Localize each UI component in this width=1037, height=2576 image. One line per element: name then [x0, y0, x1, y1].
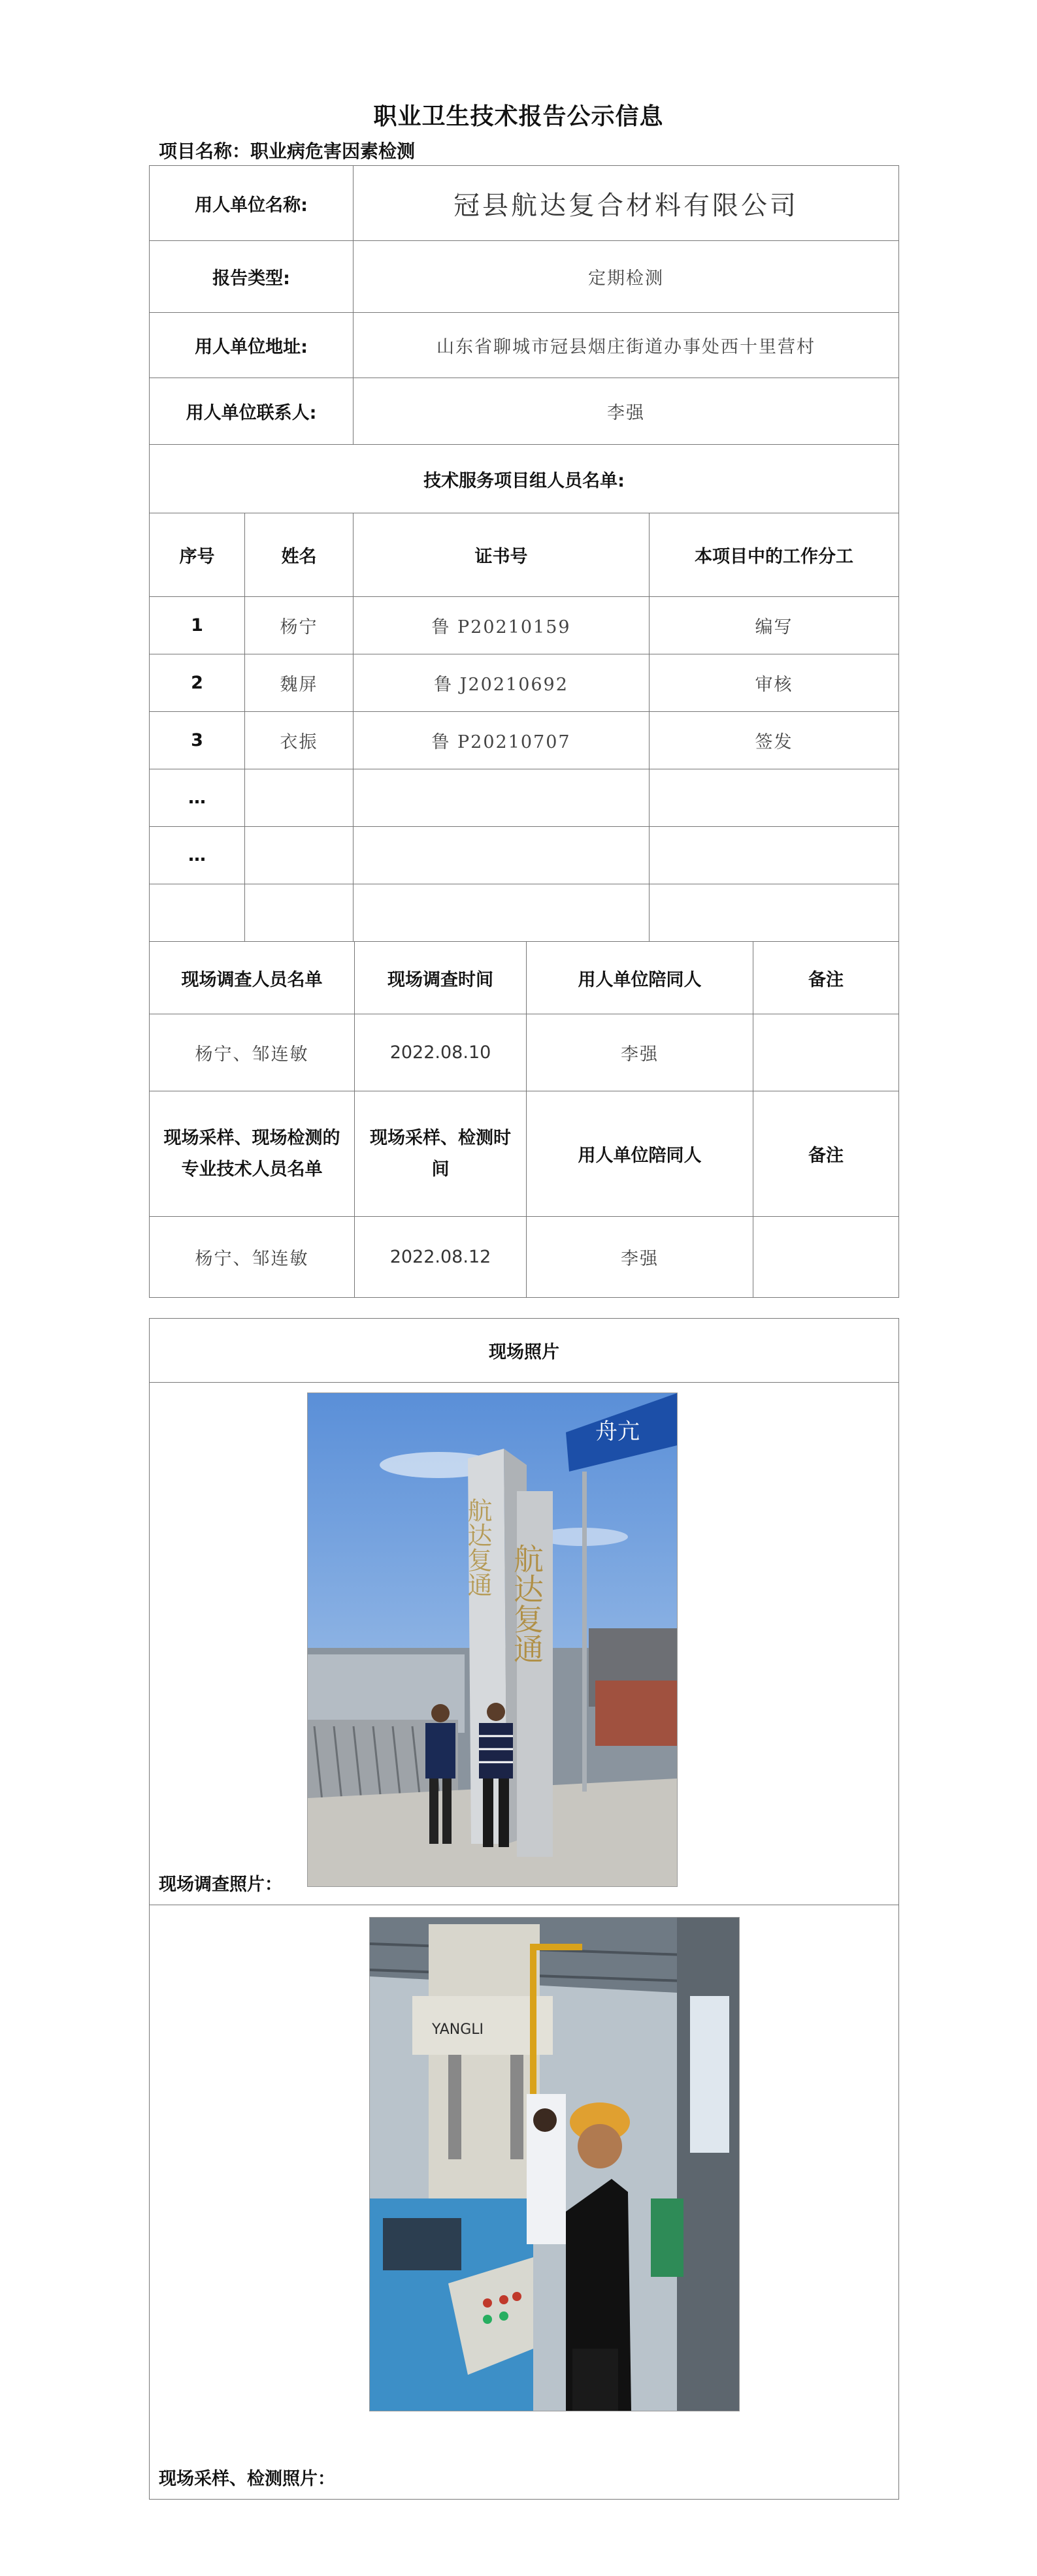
row-role: [650, 769, 899, 827]
survey-table: [149, 941, 899, 1298]
gate-sign-right: 航达复通: [509, 1543, 544, 1664]
report-type-label: 报告类型:: [150, 241, 354, 313]
row-no: …: [150, 827, 245, 884]
photos-heading: 现场照片: [150, 1319, 899, 1383]
row-name: [245, 827, 354, 884]
sampling-photo-label: 现场采样、检测照片：: [159, 2469, 335, 2489]
survey-photo-label: 现场调查照片：: [159, 1875, 282, 1895]
row-no: 2: [150, 654, 245, 712]
row-cert: 鲁 P20210159: [354, 597, 650, 654]
photos-table: [149, 1318, 899, 2500]
row-no: [150, 884, 245, 942]
survey-note: [753, 1014, 899, 1091]
unit-name-label: 用人单位名称:: [150, 166, 354, 241]
table-row: [150, 769, 899, 827]
contact: 李强: [354, 378, 899, 445]
sampling-header-staff: 现场采样、现场检测的专业技术人员名单: [150, 1091, 355, 1217]
survey-date: 2022.08.10: [355, 1014, 527, 1091]
page-title: 职业卫生技术报告公示信息: [373, 103, 664, 130]
sampling-photo-cell: [150, 1905, 899, 2500]
row-name: 衣振: [245, 712, 354, 769]
survey-staff: 杨宁、邹连敏: [150, 1014, 355, 1091]
sampling-header-date: 现场采样、检测时间: [355, 1091, 527, 1217]
sampling-date: 2022.08.12: [355, 1217, 527, 1298]
col-header-no: 序号: [150, 513, 245, 597]
workshop-photo-image: [370, 1918, 739, 2411]
project-name: 项目名称：职业病危害因素检测: [159, 140, 416, 162]
contact-label: 用人单位联系人:: [150, 378, 354, 445]
sampling-header-escort: 用人单位陪同人: [527, 1091, 753, 1217]
col-header-cert: 证书号: [354, 513, 650, 597]
row-no: 1: [150, 597, 245, 654]
row-role: [650, 884, 899, 942]
survey-header-escort: 用人单位陪同人: [527, 942, 753, 1014]
row-name: 杨宁: [245, 597, 354, 654]
gate-photo-image: [308, 1393, 677, 1886]
row-cert: 鲁 P20210707: [354, 712, 650, 769]
table-row: [150, 884, 899, 942]
sampling-photo: [369, 1917, 740, 2411]
row-no: …: [150, 769, 245, 827]
sampling-note: [753, 1217, 899, 1298]
sampling-header-note: 备注: [753, 1091, 899, 1217]
col-header-name: 姓名: [245, 513, 354, 597]
row-cert: 鲁 J20210692: [354, 654, 650, 712]
survey-photo-cell: [150, 1383, 899, 1905]
row-role: [650, 827, 899, 884]
address-label: 用人单位地址:: [150, 313, 354, 378]
sampling-staff: 杨宁、邹连敏: [150, 1217, 355, 1298]
row-no: 3: [150, 712, 245, 769]
billboard-text: 舟亢: [595, 1419, 640, 1445]
table-row: [150, 1217, 899, 1298]
row-role: 签发: [650, 712, 899, 769]
row-cert: [354, 769, 650, 827]
row-cert: [354, 884, 650, 942]
survey-header-staff: 现场调查人员名单: [150, 942, 355, 1014]
table-row: [150, 597, 899, 654]
row-role: 编写: [650, 597, 899, 654]
col-header-role: 本项目中的工作分工: [650, 513, 899, 597]
table-row: [150, 712, 899, 769]
address: 山东省聊城市冠县烟庄街道办事处西十里营村: [354, 313, 899, 378]
survey-escort: 李强: [527, 1014, 753, 1091]
row-name: [245, 769, 354, 827]
survey-photo: [307, 1393, 678, 1887]
report-type: 定期检测: [354, 241, 899, 313]
row-cert: [354, 827, 650, 884]
sampling-escort: 李强: [527, 1217, 753, 1298]
machine-brand: YANGLI: [432, 2021, 484, 2038]
table-row: [150, 654, 899, 712]
info-table: [149, 165, 899, 942]
row-name: 魏屏: [245, 654, 354, 712]
unit-name: 冠县航达复合材料有限公司: [354, 166, 899, 241]
survey-header-date: 现场调查时间: [355, 942, 527, 1014]
table-row: [150, 1014, 899, 1091]
table-row: [150, 827, 899, 884]
row-role: 审核: [650, 654, 899, 712]
survey-header-note: 备注: [753, 942, 899, 1014]
row-name: [245, 884, 354, 942]
team-heading: 技术服务项目组人员名单:: [150, 445, 899, 513]
gate-sign-left: 航达复通: [463, 1498, 492, 1597]
